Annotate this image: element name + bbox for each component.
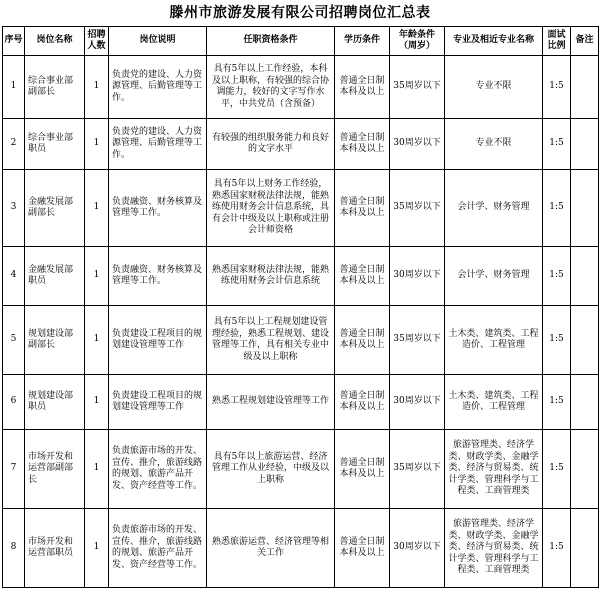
cell-edu: 普通全日制本科及以上 bbox=[335, 306, 390, 375]
cell-edu: 普通全日制本科及以上 bbox=[335, 170, 390, 247]
document-title: 滕州市旅游发展有限公司招聘岗位汇总表 bbox=[169, 5, 431, 21]
header-note: 备注 bbox=[571, 27, 599, 56]
cell-ratio: 1:5 bbox=[543, 247, 571, 306]
table-row bbox=[3, 375, 599, 430]
recruitment-table bbox=[2, 26, 599, 588]
cell-qual: 有较强的组织服务能力和良好的文字水平 bbox=[207, 119, 335, 170]
cell-note bbox=[571, 430, 599, 509]
cell-seq: 7 bbox=[3, 430, 25, 509]
cell-position: 规划建设部职员 bbox=[25, 375, 85, 430]
cell-age: 35周岁以下 bbox=[390, 170, 445, 247]
table-header-row bbox=[3, 27, 599, 56]
cell-age: 30周岁以下 bbox=[390, 375, 445, 430]
cell-age: 35周岁以下 bbox=[390, 430, 445, 509]
cell-major: 旅游管理类、经济学类、财政学类、金融学类、经济与贸易类、统计学类、管理科学与工程类、工商管理类 bbox=[445, 430, 543, 509]
cell-edu: 普通全日制本科及以上 bbox=[335, 430, 390, 509]
cell-qual: 熟悉工程规划建设管理等工作 bbox=[207, 375, 335, 430]
header-age: 年龄条件（周岁） bbox=[390, 27, 445, 56]
cell-count: 1 bbox=[85, 119, 109, 170]
cell-position: 综合事业部职员 bbox=[25, 119, 85, 170]
cell-position: 金融发展部副部长 bbox=[25, 170, 85, 247]
cell-desc: 负责旅游市场的开发、宣传、推介，旅游线路的规划、旅游产品开发、资产经营等工作。 bbox=[109, 430, 207, 509]
cell-note bbox=[571, 375, 599, 430]
table-row bbox=[3, 170, 599, 247]
cell-ratio: 1:5 bbox=[543, 306, 571, 375]
cell-ratio: 1:5 bbox=[543, 430, 571, 509]
table-row bbox=[3, 56, 599, 119]
cell-age: 30周岁以下 bbox=[390, 119, 445, 170]
cell-position: 市场开发和运营部副部长 bbox=[25, 430, 85, 509]
cell-major: 旅游管理类、经济学类、财政学类、金融学类、经济与贸易类、统计学类、管理科学与工程类、工商管理类 bbox=[445, 509, 543, 588]
cell-count: 1 bbox=[85, 306, 109, 375]
cell-count: 1 bbox=[85, 56, 109, 119]
cell-note bbox=[571, 170, 599, 247]
cell-desc: 负责融资、财务核算及管理等工作。 bbox=[109, 247, 207, 306]
cell-position: 金融发展部职员 bbox=[25, 247, 85, 306]
cell-age: 35周岁以下 bbox=[390, 306, 445, 375]
cell-edu: 普通全日制本科及以上 bbox=[335, 375, 390, 430]
cell-qual: 具有5年以上旅游运营、经济管理工作从业经验，中级及以上职称 bbox=[207, 430, 335, 509]
table-row bbox=[3, 430, 599, 509]
cell-note bbox=[571, 247, 599, 306]
cell-desc: 负责党的建设、人力资源管理、后勤管理等工作。 bbox=[109, 56, 207, 119]
cell-seq: 3 bbox=[3, 170, 25, 247]
cell-ratio: 1:5 bbox=[543, 170, 571, 247]
cell-major: 专业不限 bbox=[445, 119, 543, 170]
cell-count: 1 bbox=[85, 247, 109, 306]
table-row bbox=[3, 247, 599, 306]
cell-desc: 负责融资、财务核算及管理等工作。 bbox=[109, 170, 207, 247]
cell-seq: 4 bbox=[3, 247, 25, 306]
header-ratio: 面试比例 bbox=[543, 27, 571, 56]
cell-major: 会计学、财务管理 bbox=[445, 247, 543, 306]
cell-count: 1 bbox=[85, 375, 109, 430]
header-seq: 序号 bbox=[3, 27, 25, 56]
cell-note bbox=[571, 56, 599, 119]
cell-age: 30周岁以下 bbox=[390, 247, 445, 306]
cell-age: 30周岁以下 bbox=[390, 509, 445, 588]
cell-qual: 具有5年以上财务工作经验，熟悉国家财税法律法规，能熟练使用财务会计信息系统，具有会计中级及以上职称或注册会计师资格 bbox=[207, 170, 335, 247]
cell-seq: 2 bbox=[3, 119, 25, 170]
cell-qual: 具有5年以上工程规划建设管理经验，熟悉工程规划、建设管理等工作，具有相关专业中级及以上职称 bbox=[207, 306, 335, 375]
table-row bbox=[3, 509, 599, 588]
cell-major: 土木类、建筑类、工程造价、工程管理 bbox=[445, 306, 543, 375]
cell-qual: 具有5年以上工作经验，本科及以上职称，有较强的综合协调能力，较好的文字写作水平，中共党员（含预备） bbox=[207, 56, 335, 119]
cell-count: 1 bbox=[85, 430, 109, 509]
cell-note bbox=[571, 119, 599, 170]
table-row bbox=[3, 119, 599, 170]
cell-major: 专业不限 bbox=[445, 56, 543, 119]
cell-seq: 5 bbox=[3, 306, 25, 375]
header-qual: 任职资格条件 bbox=[207, 27, 335, 56]
cell-qual: 熟悉国家财税法律法规，能熟练使用财务会计信息系统 bbox=[207, 247, 335, 306]
cell-qual: 熟悉旅游运营、经济管理等相关工作 bbox=[207, 509, 335, 588]
cell-edu: 普通全日制本科及以上 bbox=[335, 509, 390, 588]
cell-desc: 负责党的建设、人力资源管理、后勤管理等工作。 bbox=[109, 119, 207, 170]
cell-desc: 负责建设工程项目的规划建设管理等工作 bbox=[109, 375, 207, 430]
cell-position: 综合事业部副部长 bbox=[25, 56, 85, 119]
cell-desc: 负责旅游市场的开发、宣传、推介，旅游线路的规划、旅游产品开发、资产经营等工作。 bbox=[109, 509, 207, 588]
header-edu: 学历条件 bbox=[335, 27, 390, 56]
header-count: 招聘人数 bbox=[85, 27, 109, 56]
header-desc: 岗位说明 bbox=[109, 27, 207, 56]
cell-position: 规划建设部副部长 bbox=[25, 306, 85, 375]
cell-edu: 普通全日制本科及以上 bbox=[335, 247, 390, 306]
cell-ratio: 1:5 bbox=[543, 56, 571, 119]
table-row bbox=[3, 306, 599, 375]
cell-desc: 负责建设工程项目的规划建设管理等工作 bbox=[109, 306, 207, 375]
cell-seq: 1 bbox=[3, 56, 25, 119]
cell-seq: 8 bbox=[3, 509, 25, 588]
cell-note bbox=[571, 306, 599, 375]
cell-seq: 6 bbox=[3, 375, 25, 430]
cell-edu: 普通全日制本科及以上 bbox=[335, 119, 390, 170]
header-position: 岗位名称 bbox=[25, 27, 85, 56]
cell-note bbox=[571, 509, 599, 588]
cell-major: 会计学、财务管理 bbox=[445, 170, 543, 247]
cell-ratio: 1:5 bbox=[543, 119, 571, 170]
cell-edu: 普通全日制本科及以上 bbox=[335, 56, 390, 119]
cell-major: 土木类、建筑类、工程造价、工程管理 bbox=[445, 375, 543, 430]
header-major: 专业及相近专业名称 bbox=[445, 27, 543, 56]
cell-ratio: 1:5 bbox=[543, 375, 571, 430]
cell-age: 35周岁以下 bbox=[390, 56, 445, 119]
cell-ratio: 1:5 bbox=[543, 509, 571, 588]
cell-position: 市场开发和运营部职员 bbox=[25, 509, 85, 588]
cell-count: 1 bbox=[85, 509, 109, 588]
cell-count: 1 bbox=[85, 170, 109, 247]
